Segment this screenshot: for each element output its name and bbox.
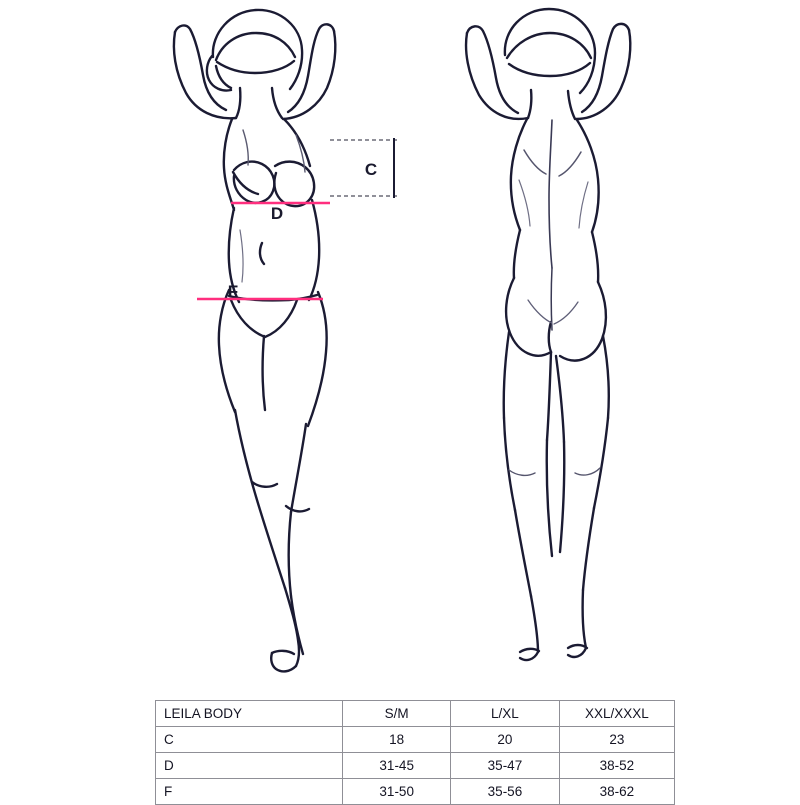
table-row — [156, 753, 675, 779]
table-header-lxl: L/XL — [451, 701, 560, 727]
row-label-c: C — [156, 727, 343, 753]
row-d-lxl: 35-47 — [451, 753, 560, 779]
table-header-xxl: XXL/XXXL — [559, 701, 674, 727]
row-label-f: F — [156, 779, 343, 805]
label-c: C — [364, 160, 378, 179]
size-chart-table — [155, 700, 675, 805]
row-label-d: D — [156, 753, 343, 779]
label-d: D — [270, 204, 284, 223]
label-f: F — [227, 282, 239, 301]
row-c-xxl: 23 — [559, 727, 674, 753]
row-c-sm: 18 — [343, 727, 451, 753]
row-d-sm: 31-45 — [343, 753, 451, 779]
row-d-xxl: 38-52 — [559, 753, 674, 779]
table-header-label: LEILA BODY — [156, 701, 343, 727]
row-f-lxl: 35-56 — [451, 779, 560, 805]
table-row — [156, 727, 675, 753]
row-c-lxl: 20 — [451, 727, 560, 753]
table-header-sm: S/M — [343, 701, 451, 727]
back-figure — [466, 9, 630, 660]
row-f-xxl: 38-62 — [559, 779, 674, 805]
table-row — [156, 779, 675, 805]
table-header-row — [156, 701, 675, 727]
row-f-sm: 31-50 — [343, 779, 451, 805]
front-figure — [174, 10, 335, 671]
